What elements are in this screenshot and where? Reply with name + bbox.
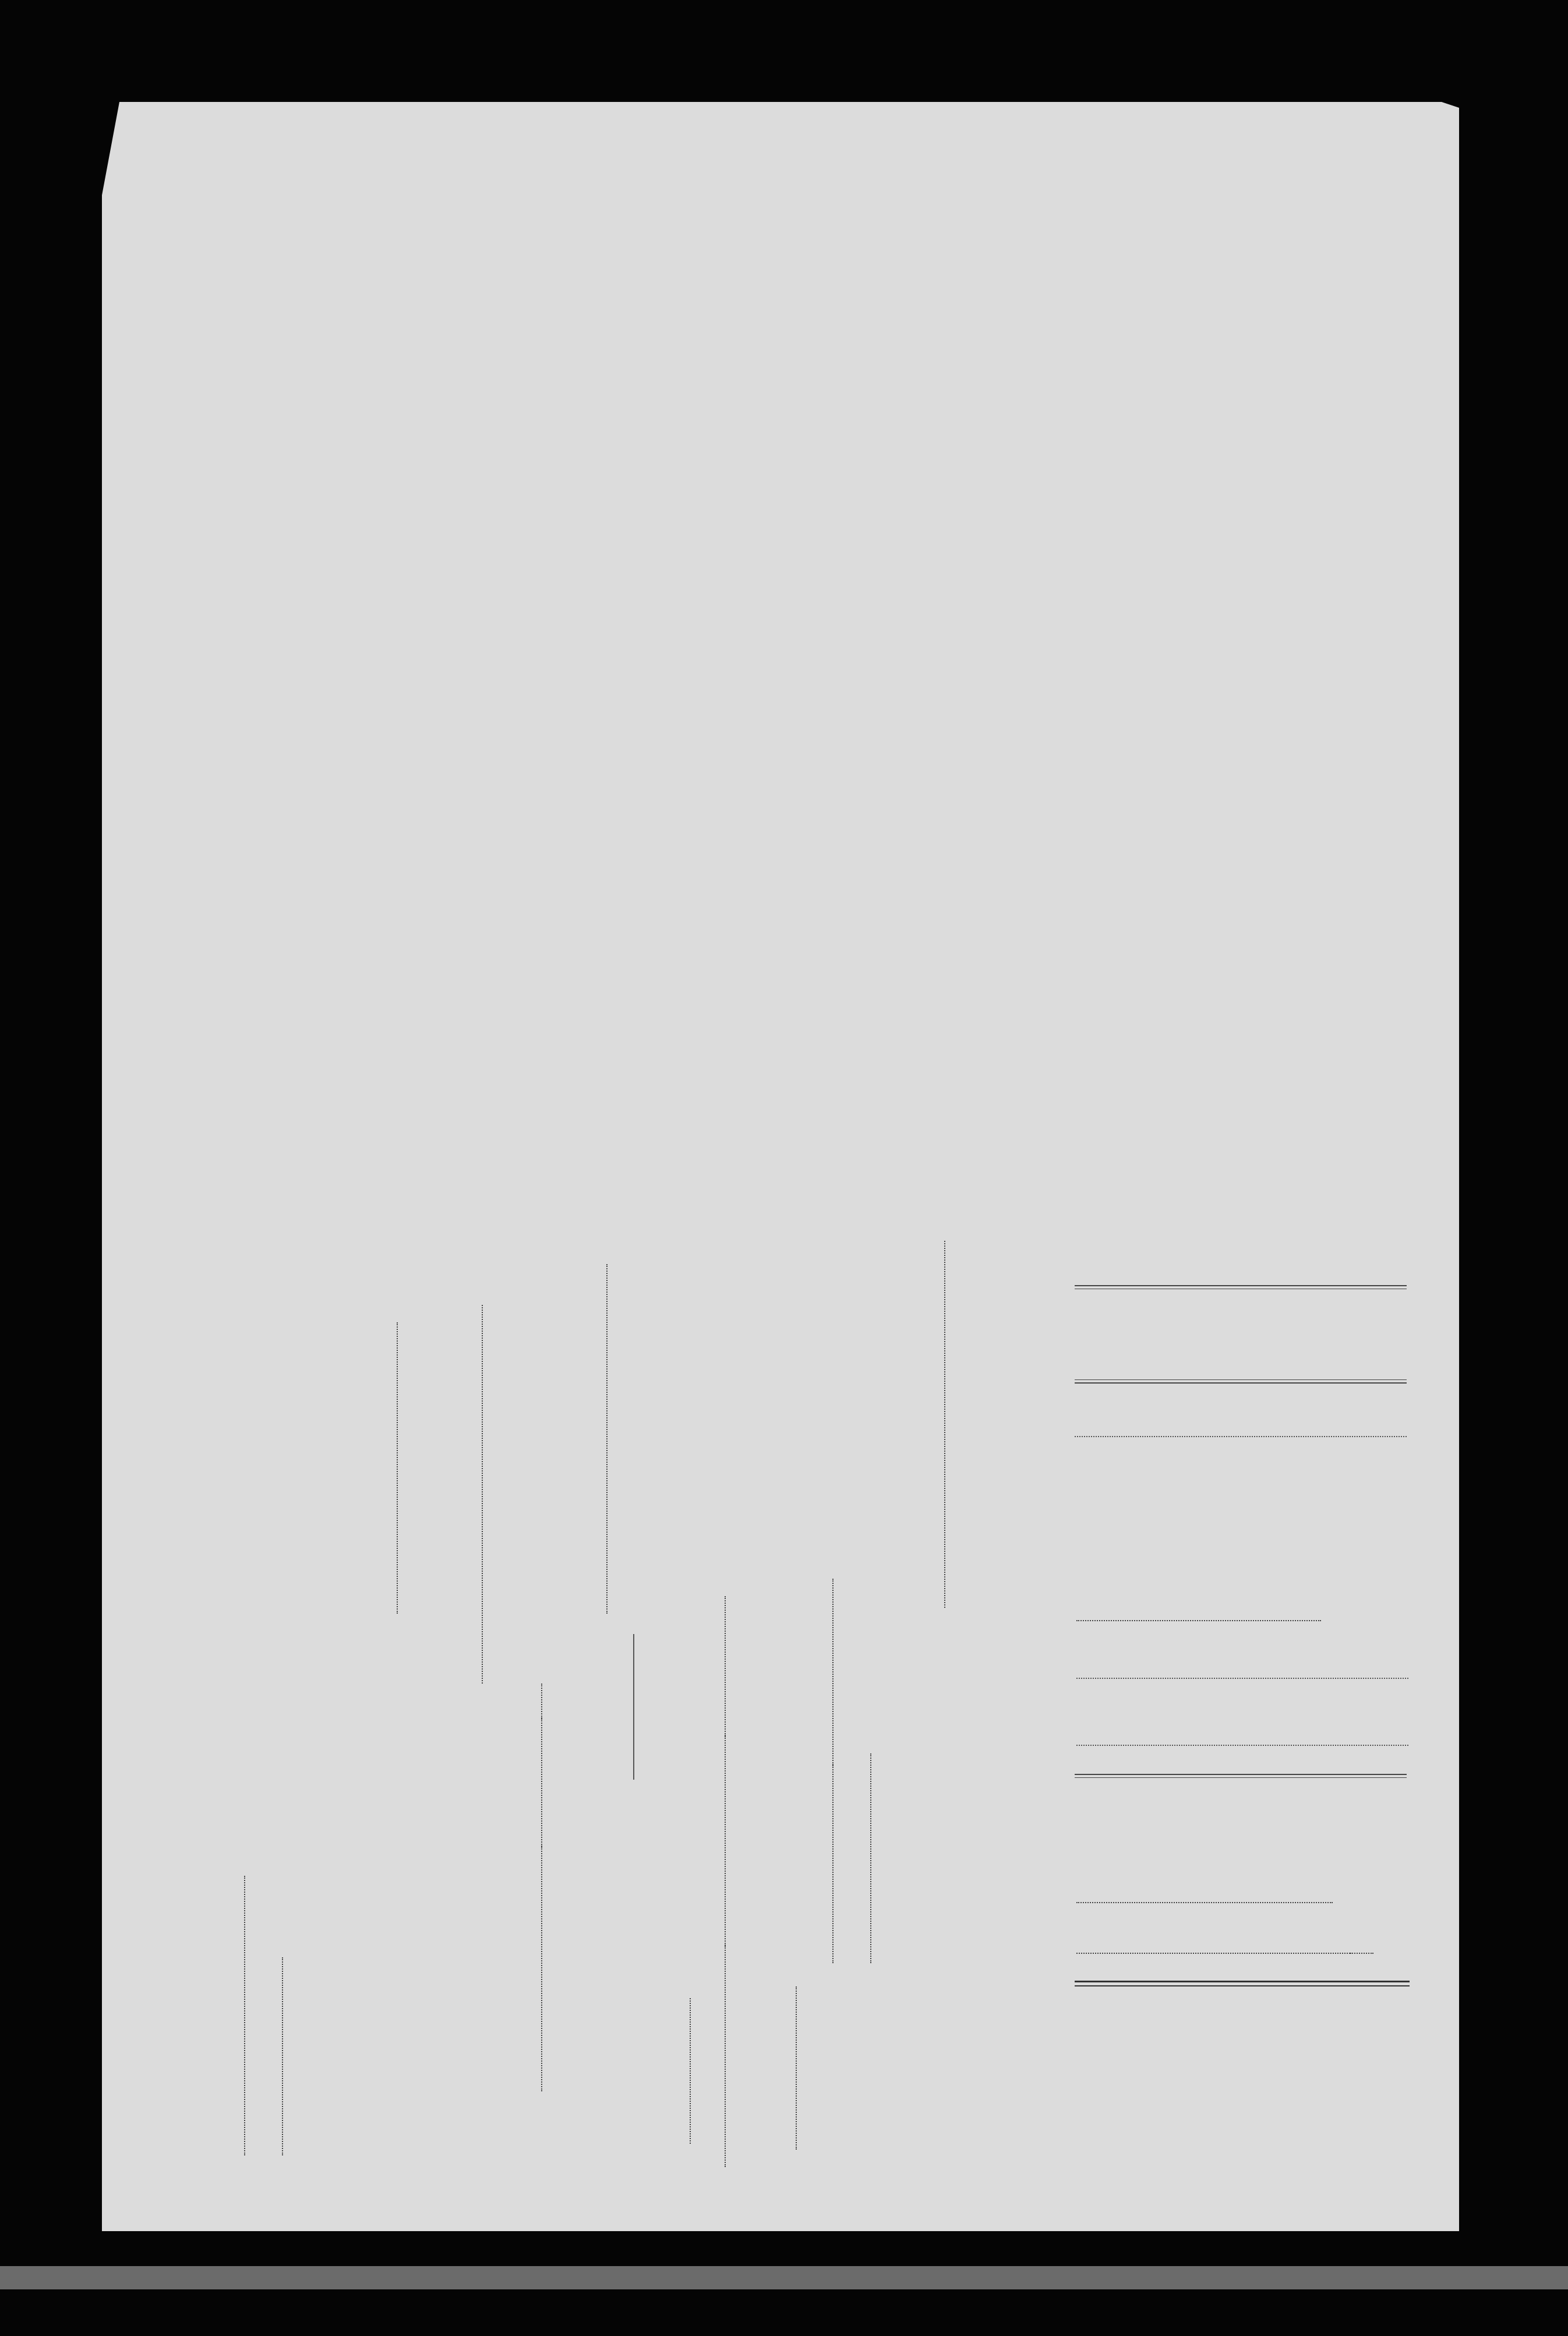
cover-date-line — [1076, 1940, 1373, 1959]
master-line — [1076, 1745, 1408, 1746]
rule-mid — [1075, 1379, 1407, 1384]
oath-master-signature — [384, 1315, 402, 1614]
divider-line — [633, 1634, 634, 1780]
certificate-line-1 — [676, 1998, 695, 2144]
certificate-line-4 — [782, 1986, 801, 2150]
certificate-deputy-collector — [932, 1233, 949, 1608]
certificate-line-5 — [818, 1579, 838, 1963]
oath-deputy-collector — [594, 1257, 612, 1614]
scan-bottom-edge — [0, 2266, 1568, 2289]
oath-subscribed — [527, 1684, 547, 2091]
cover-port-of — [1076, 1886, 1333, 1908]
american-label — [1076, 1606, 1321, 1626]
crew-list-sheet — [102, 102, 1459, 2231]
rule-top — [1075, 1285, 1407, 1289]
certificate-line-2 — [711, 1596, 730, 2167]
oath-line-2 — [268, 1957, 288, 2155]
certified-copy-line — [1075, 1436, 1407, 1437]
oath-line-1 — [230, 1876, 250, 2155]
vessel-name-line — [1076, 1678, 1408, 1679]
oath-port-of — [466, 1305, 488, 1684]
rule-dated — [1075, 1774, 1407, 1778]
rule-bottom — [1075, 1981, 1410, 1986]
certificate-line-6 — [856, 1753, 876, 1963]
